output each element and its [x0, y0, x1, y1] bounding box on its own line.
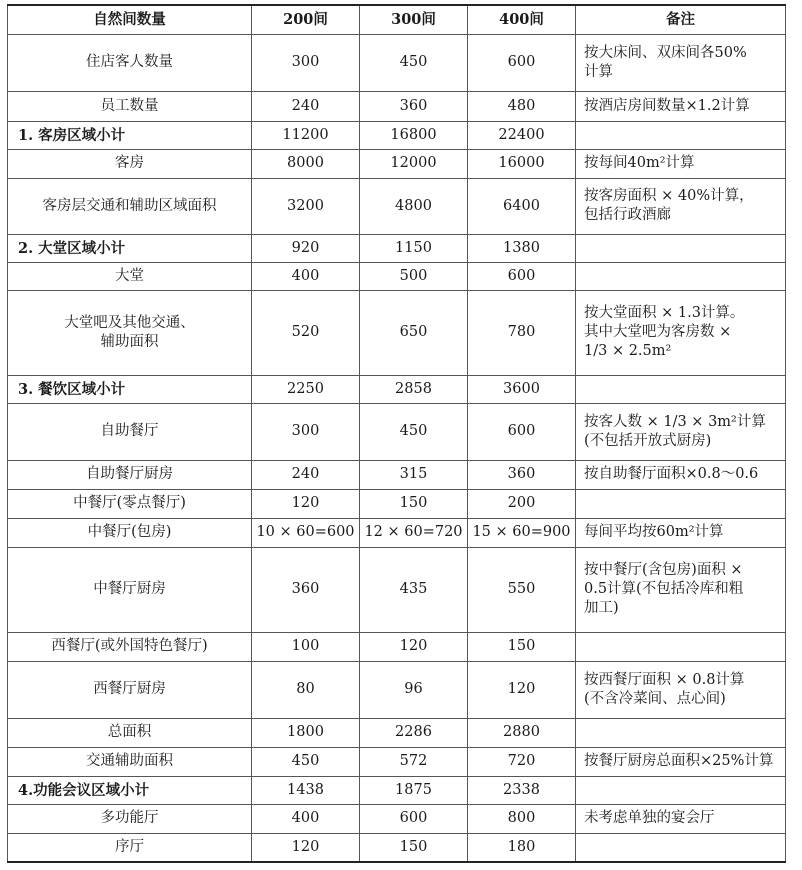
row-name: 序厅 — [8, 833, 252, 862]
row-note: 每间平均按60m²计算 — [576, 518, 786, 547]
section-row — [8, 121, 786, 149]
table-row — [8, 290, 786, 375]
value-300: 1875 — [360, 776, 468, 804]
value-200: 120 — [252, 833, 360, 862]
value-300: 2286 — [360, 718, 468, 747]
table-row — [8, 718, 786, 747]
value-400: 150 — [468, 632, 576, 661]
value-200: 80 — [252, 661, 360, 718]
section-row — [8, 375, 786, 403]
table-row — [8, 403, 786, 460]
value-200: 520 — [252, 290, 360, 375]
row-note — [576, 262, 786, 290]
row-name: 交通辅助面积 — [8, 747, 252, 776]
row-note: 按西餐厅面积 × 0.8计算 (不含冷菜间、点心间) — [576, 661, 786, 718]
table-row — [8, 547, 786, 632]
value-200: 240 — [252, 91, 360, 121]
value-200: 360 — [252, 547, 360, 632]
row-name: 4.功能会议区域小计 — [8, 776, 252, 804]
table-row — [8, 489, 786, 518]
value-300: 96 — [360, 661, 468, 718]
value-300: 2858 — [360, 375, 468, 403]
value-400: 6400 — [468, 178, 576, 234]
value-400: 180 — [468, 833, 576, 862]
row-note — [576, 718, 786, 747]
table-row — [8, 149, 786, 178]
value-400: 2880 — [468, 718, 576, 747]
value-400: 360 — [468, 460, 576, 489]
row-name: 大堂 — [8, 262, 252, 290]
value-200: 3200 — [252, 178, 360, 234]
value-200: 400 — [252, 804, 360, 833]
value-200: 1438 — [252, 776, 360, 804]
value-400: 550 — [468, 547, 576, 632]
table-row — [8, 833, 786, 862]
table-row — [8, 747, 786, 776]
value-300: 4800 — [360, 178, 468, 234]
value-300: 450 — [360, 403, 468, 460]
row-note — [576, 489, 786, 518]
row-name: 西餐厅厨房 — [8, 661, 252, 718]
value-400: 15 × 60=900 — [468, 518, 576, 547]
value-400: 720 — [468, 747, 576, 776]
table-row — [8, 460, 786, 489]
header-row — [8, 5, 786, 34]
value-200: 120 — [252, 489, 360, 518]
row-note — [576, 121, 786, 149]
table-body — [8, 34, 786, 862]
value-200: 1800 — [252, 718, 360, 747]
value-400: 600 — [468, 403, 576, 460]
value-300: 435 — [360, 547, 468, 632]
row-name: 大堂吧及其他交通、 辅助面积 — [8, 290, 252, 375]
row-name: 中餐厅(零点餐厅) — [8, 489, 252, 518]
table-row — [8, 34, 786, 91]
section-row — [8, 234, 786, 262]
value-200: 300 — [252, 34, 360, 91]
row-name: 中餐厅厨房 — [8, 547, 252, 632]
row-note: 按大堂面积 × 1.3计算。 其中大堂吧为客房数 × 1/3 × 2.5m² — [576, 290, 786, 375]
table-row — [8, 518, 786, 547]
row-note: 按客人数 × 1/3 × 3m²计算 (不包括开放式厨房) — [576, 403, 786, 460]
value-300: 1150 — [360, 234, 468, 262]
value-400: 780 — [468, 290, 576, 375]
value-300: 150 — [360, 833, 468, 862]
row-name: 客房层交通和辅助区域面积 — [8, 178, 252, 234]
value-400: 1380 — [468, 234, 576, 262]
row-name: 1. 客房区域小计 — [8, 121, 252, 149]
value-400: 22400 — [468, 121, 576, 149]
value-300: 650 — [360, 290, 468, 375]
header-room-count: 自然间数量 — [8, 5, 252, 34]
value-300: 450 — [360, 34, 468, 91]
table-row — [8, 262, 786, 290]
value-200: 10 × 60=600 — [252, 518, 360, 547]
row-note — [576, 776, 786, 804]
row-note: 按大床间、双床间各50% 计算 — [576, 34, 786, 91]
row-name: 总面积 — [8, 718, 252, 747]
table-row — [8, 661, 786, 718]
row-name: 西餐厅(或外国特色餐厅) — [8, 632, 252, 661]
value-300: 16800 — [360, 121, 468, 149]
value-400: 600 — [468, 262, 576, 290]
header-400: 400间 — [468, 5, 576, 34]
row-name: 3. 餐饮区域小计 — [8, 375, 252, 403]
value-300: 120 — [360, 632, 468, 661]
value-200: 920 — [252, 234, 360, 262]
value-400: 120 — [468, 661, 576, 718]
header-note: 备注 — [576, 5, 786, 34]
value-200: 300 — [252, 403, 360, 460]
value-300: 315 — [360, 460, 468, 489]
value-400: 800 — [468, 804, 576, 833]
row-note: 按酒店房间数量×1.2计算 — [576, 91, 786, 121]
value-300: 600 — [360, 804, 468, 833]
section-row — [8, 776, 786, 804]
row-note: 按自助餐厅面积×0.8～0.6 — [576, 460, 786, 489]
table-row — [8, 91, 786, 121]
value-400: 3600 — [468, 375, 576, 403]
row-name: 自助餐厅厨房 — [8, 460, 252, 489]
value-400: 600 — [468, 34, 576, 91]
value-200: 450 — [252, 747, 360, 776]
area-table — [7, 4, 786, 863]
header-200: 200间 — [252, 5, 360, 34]
row-note: 按中餐厅(含包房)面积 × 0.5计算(不包括冷库和粗 加工) — [576, 547, 786, 632]
value-300: 12 × 60=720 — [360, 518, 468, 547]
table-row — [8, 632, 786, 661]
row-note: 按客房面积 × 40%计算， 包括行政酒廊 — [576, 178, 786, 234]
row-note — [576, 234, 786, 262]
value-300: 360 — [360, 91, 468, 121]
value-200: 8000 — [252, 149, 360, 178]
value-200: 11200 — [252, 121, 360, 149]
row-name: 住店客人数量 — [8, 34, 252, 91]
value-300: 150 — [360, 489, 468, 518]
value-300: 572 — [360, 747, 468, 776]
row-name: 自助餐厅 — [8, 403, 252, 460]
value-400: 16000 — [468, 149, 576, 178]
value-300: 500 — [360, 262, 468, 290]
row-note: 按每间40m²计算 — [576, 149, 786, 178]
row-name: 员工数量 — [8, 91, 252, 121]
value-200: 240 — [252, 460, 360, 489]
row-note: 未考虑单独的宴会厅 — [576, 804, 786, 833]
value-400: 200 — [468, 489, 576, 518]
row-name: 中餐厅(包房) — [8, 518, 252, 547]
row-name: 客房 — [8, 149, 252, 178]
row-note: 按餐厅厨房总面积×25%计算 — [576, 747, 786, 776]
table-row — [8, 804, 786, 833]
value-400: 2338 — [468, 776, 576, 804]
value-200: 100 — [252, 632, 360, 661]
header-300: 300间 — [360, 5, 468, 34]
row-name: 2. 大堂区域小计 — [8, 234, 252, 262]
row-note — [576, 632, 786, 661]
row-note — [576, 833, 786, 862]
row-note — [576, 375, 786, 403]
row-name: 多功能厅 — [8, 804, 252, 833]
table-row — [8, 178, 786, 234]
value-200: 400 — [252, 262, 360, 290]
value-300: 12000 — [360, 149, 468, 178]
value-200: 2250 — [252, 375, 360, 403]
value-400: 480 — [468, 91, 576, 121]
